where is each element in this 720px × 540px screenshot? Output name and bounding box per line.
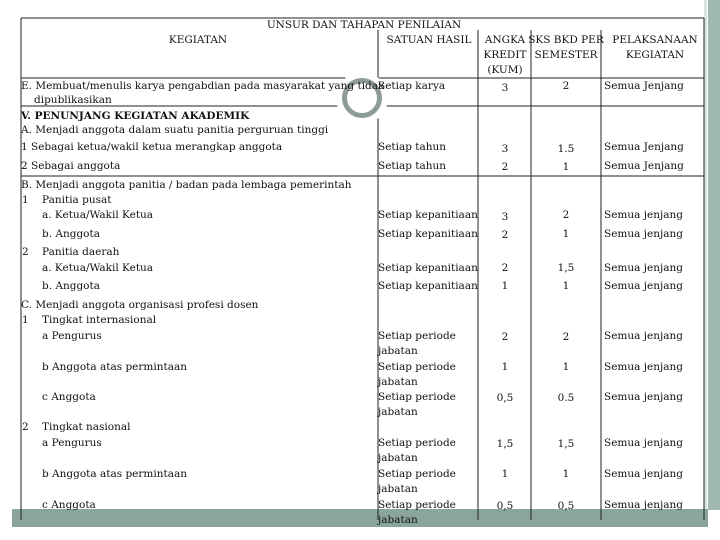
row-c1a-kum: 2 bbox=[501, 331, 509, 343]
row-c1c-pelaksanaan: Semua jenjang bbox=[604, 391, 683, 403]
row-c2c-pelaksanaan: Semua jenjang bbox=[604, 499, 683, 511]
row-b2a-satuan: Setiap kepanitiaan bbox=[378, 262, 478, 274]
row-c1-title: Tingkat internasional bbox=[42, 314, 157, 326]
row-c1c-sks: 0.5 bbox=[557, 392, 575, 404]
section-c-title: C. Menjadi anggota organisasi profesi dosen bbox=[21, 299, 259, 311]
col-header-satuan-hasil: SATUAN HASIL bbox=[386, 34, 472, 46]
row-a1-text: 1 Sebagai ketua/wakil ketua merangkap anggota bbox=[21, 141, 283, 153]
row-e-kum: 3 bbox=[501, 82, 509, 94]
row-c2b-pelaksanaan: Semua jenjang bbox=[604, 468, 683, 480]
row-c2a-satuan-line1: Setiap periode bbox=[378, 437, 456, 449]
row-e-text-line2: dipublikasikan bbox=[34, 94, 112, 106]
row-e-satuan: Setiap karya bbox=[378, 80, 446, 92]
row-b1b-pelaksanaan: Semua jenjang bbox=[604, 228, 683, 240]
slide-side-bar-highlight bbox=[704, 0, 707, 540]
row-b1a-kum: 3 bbox=[501, 211, 509, 223]
row-c1c-text: c Anggota bbox=[42, 391, 96, 403]
section-v-title: V. PENUNJANG KEGIATAN AKADEMIK bbox=[21, 110, 250, 122]
row-c1b-kum: 1 bbox=[501, 361, 509, 373]
row-a2-kum: 2 bbox=[501, 161, 509, 173]
row-c2b-kum: 1 bbox=[501, 468, 509, 480]
row-a1-satuan: Setiap tahun bbox=[378, 141, 447, 153]
row-a2-text: 2 Sebagai anggota bbox=[21, 160, 121, 172]
row-c2c-kum: 0,5 bbox=[496, 500, 514, 512]
row-a2-pelaksanaan: Semua Jenjang bbox=[604, 160, 684, 172]
row-a2-sks: 1 bbox=[562, 161, 570, 173]
row-b1a-pelaksanaan: Semua jenjang bbox=[604, 209, 683, 221]
row-c2a-text: a Pengurus bbox=[42, 437, 102, 449]
row-c1a-satuan-line2: jabatan bbox=[378, 345, 418, 357]
row-c2c-text: c Anggota bbox=[42, 499, 96, 511]
row-b1-number: 1 bbox=[22, 194, 29, 206]
row-b2b-satuan: Setiap kepanitiaan bbox=[378, 280, 478, 292]
row-a2-satuan: Setiap tahun bbox=[378, 160, 447, 172]
row-c2-number: 2 bbox=[22, 421, 29, 433]
row-a1-kum: 3 bbox=[501, 143, 509, 155]
row-b2b-pelaksanaan: Semua jenjang bbox=[604, 280, 683, 292]
row-c2c-satuan-line1: Setiap periode bbox=[378, 499, 456, 511]
row-b2b-sks: 1 bbox=[562, 280, 570, 292]
row-c2a-sks: 1,5 bbox=[557, 438, 575, 450]
row-c1c-satuan-line1: Setiap periode bbox=[378, 391, 456, 403]
section-b-title: B. Menjadi anggota panitia / badan pada lembaga pemerintah bbox=[21, 179, 352, 191]
row-c2b-satuan-line2: jabatan bbox=[378, 483, 418, 495]
row-c2c-satuan-line2: jabatan bbox=[378, 514, 418, 526]
row-b1a-satuan: Setiap kepanitiaan bbox=[378, 209, 478, 221]
row-c1-number: 1 bbox=[22, 314, 29, 326]
col-header-pelaksanaan-line2: KEGIATAN bbox=[625, 49, 685, 61]
row-c1b-pelaksanaan: Semua jenjang bbox=[604, 361, 683, 373]
slide-side-bar bbox=[708, 0, 720, 540]
row-c2-title: Tingkat nasional bbox=[42, 421, 131, 433]
row-c2b-text: b Anggota atas permintaan bbox=[42, 468, 187, 480]
row-c1a-text: a Pengurus bbox=[42, 330, 102, 342]
row-c1c-satuan-line2: jabatan bbox=[378, 406, 418, 418]
slide-bottom-bar bbox=[12, 509, 708, 527]
row-c2a-pelaksanaan: Semua jenjang bbox=[604, 437, 683, 449]
col-header-angka-kredit-line3: (KUM) bbox=[487, 64, 523, 76]
table-title: UNSUR DAN TAHAPAN PENILAIAN bbox=[266, 19, 462, 31]
row-a1-pelaksanaan: Semua Jenjang bbox=[604, 141, 684, 153]
row-b1b-satuan: Setiap kepanitiaan bbox=[378, 228, 478, 240]
row-b1b-text: b. Anggota bbox=[42, 228, 100, 240]
row-c1b-satuan-line1: Setiap periode bbox=[378, 361, 456, 373]
col-header-sks-line2: SEMESTER bbox=[534, 49, 598, 61]
row-c1a-satuan-line1: Setiap periode bbox=[378, 330, 456, 342]
row-a1-sks: 1.5 bbox=[557, 143, 575, 155]
col-header-angka-kredit-line2: KREDIT bbox=[483, 49, 527, 61]
row-b1b-sks: 1 bbox=[562, 228, 570, 240]
row-b1a-sks: 2 bbox=[562, 209, 570, 221]
col-header-kegiatan: KEGIATAN bbox=[168, 34, 228, 46]
row-b2b-text: b. Anggota bbox=[42, 280, 100, 292]
row-c1c-kum: 0,5 bbox=[496, 392, 514, 404]
row-e-text-line1: E. Membuat/menulis karya pengabdian pada masyarakat yang tidak bbox=[21, 80, 385, 92]
row-b2-title: Panitia daerah bbox=[42, 246, 120, 258]
row-c1a-sks: 2 bbox=[562, 331, 570, 343]
col-header-pelaksanaan-line1: PELAKSANAAN bbox=[612, 34, 698, 46]
col-header-angka-kredit-line1: ANGKA bbox=[484, 34, 526, 46]
row-c2c-sks: 0,5 bbox=[557, 500, 575, 512]
col-header-sks-line1: SKS BKD PER bbox=[528, 34, 604, 46]
section-a-title: A. Menjadi anggota dalam suatu panitia perguruan tinggi bbox=[21, 124, 329, 136]
row-e-pelaksanaan: Semua Jenjang bbox=[604, 80, 684, 92]
row-c1b-text: b Anggota atas permintaan bbox=[42, 361, 187, 373]
row-b2-number: 2 bbox=[22, 246, 29, 258]
row-c2a-kum: 1,5 bbox=[496, 438, 514, 450]
row-c1b-satuan-line2: jabatan bbox=[378, 376, 418, 388]
row-b2a-pelaksanaan: Semua jenjang bbox=[604, 262, 683, 274]
row-b1a-text: a. Ketua/Wakil Ketua bbox=[42, 209, 154, 221]
row-b2a-kum: 2 bbox=[501, 262, 509, 274]
row-b2b-kum: 1 bbox=[501, 280, 509, 292]
row-b2a-sks: 1,5 bbox=[557, 262, 575, 274]
row-c2b-sks: 1 bbox=[562, 468, 570, 480]
row-b1b-kum: 2 bbox=[501, 229, 509, 241]
row-c2b-satuan-line1: Setiap periode bbox=[378, 468, 456, 480]
row-e-sks: 2 bbox=[562, 80, 570, 92]
row-b2a-text: a. Ketua/Wakil Ketua bbox=[42, 262, 154, 274]
row-c1b-sks: 1 bbox=[562, 361, 570, 373]
row-c2a-satuan-line2: jabatan bbox=[378, 452, 418, 464]
row-c1a-pelaksanaan: Semua jenjang bbox=[604, 330, 683, 342]
row-b1-title: Panitia pusat bbox=[42, 194, 112, 206]
